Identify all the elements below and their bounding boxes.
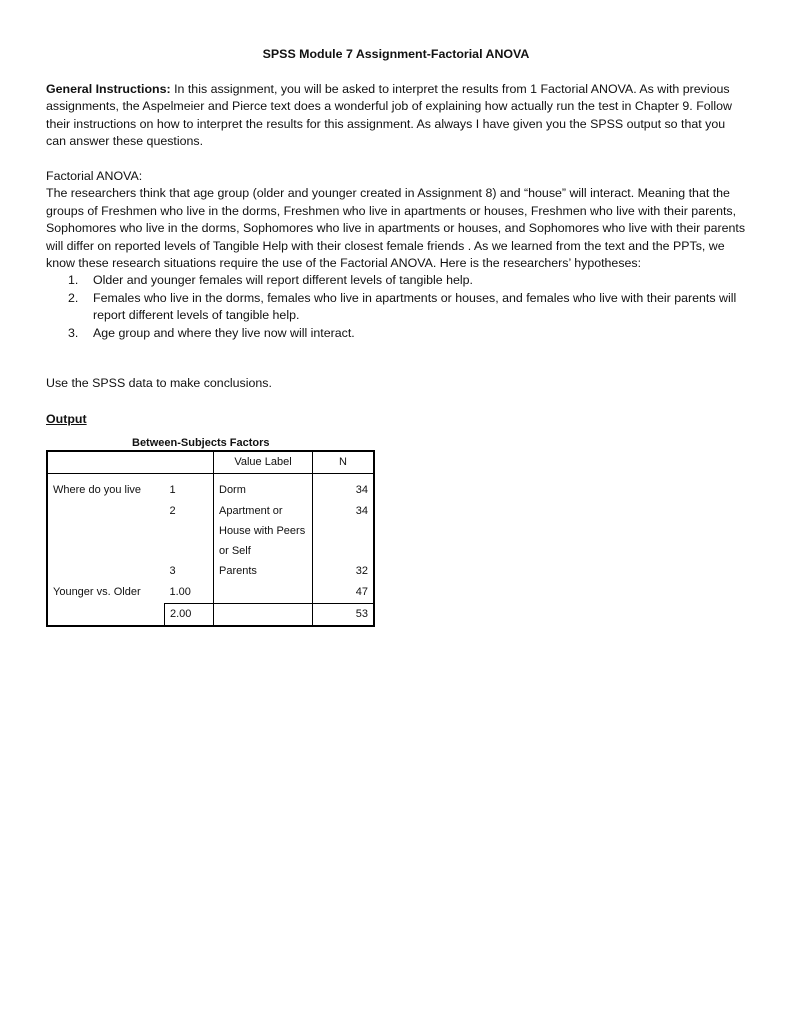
label-cell: Apartment or House with Peers or Self — [214, 501, 313, 561]
general-instructions-text: In this assignment, you will be asked to interpret the results from 1 Factorial ANOVA. As with previous assignments, the Aspelmeier and Pierce text does a wonderful job of explaining how actually run the test in Chapter 9. Follow their instructions on how to interpret the results for this assignment. As always I have given you the SPSS output so that you can answer these questions. — [46, 82, 732, 149]
label-cell — [214, 582, 313, 604]
header-empty-cell — [165, 451, 214, 474]
factor-cell — [47, 501, 165, 561]
hypothesis-number: 1. — [68, 273, 79, 288]
table-row — [47, 582, 374, 604]
table-header-row — [47, 451, 374, 474]
general-instructions — [46, 81, 746, 151]
label-cell — [214, 604, 313, 627]
hypotheses-list — [46, 272, 754, 342]
general-instructions-label: General Instructions: — [46, 82, 171, 96]
factorial-section — [46, 168, 754, 342]
table-row — [47, 561, 374, 582]
hypothesis-item — [46, 325, 754, 342]
hypothesis-text: Age group and where they live now will interact. — [93, 325, 355, 340]
table-title: Between-Subjects Factors — [132, 437, 270, 449]
label-cell: Parents — [214, 561, 313, 582]
level-cell: 1.00 — [169, 586, 191, 598]
level-cell: 2.00 — [165, 604, 214, 627]
n-cell: 53 — [313, 604, 375, 627]
factor-cell — [47, 561, 165, 582]
document-title: SPSS Module 7 Assignment-Factorial ANOVA — [262, 47, 530, 61]
header-value-label: Value Label — [214, 451, 313, 474]
factorial-heading: Factorial ANOVA: — [46, 169, 143, 183]
table-row — [47, 604, 374, 627]
use-data-instruction: Use the SPSS data to make conclusions. — [46, 376, 272, 390]
hypothesis-item — [46, 272, 754, 289]
table-row — [47, 501, 374, 561]
level-cell: 1 — [169, 484, 176, 496]
n-cell: 34 — [313, 501, 375, 561]
factor-cell: Where do you live — [53, 484, 142, 496]
factorial-text: The researchers think that age group (older and younger created in Assignment 8) and “house” will interact. Meaning that the groups of Freshmen who live in the dorms, Freshmen who live in apartments or houses, Freshmen who live with their parents, Sophomores who live in the dorms, Sophomores who live in apartments or houses, and Sophomores who live with their parents will differ on reported levels of Tangible Help with their closest female friends . As we learned from the text and the PPTs, we know these research situations require the use of the Factorial ANOVA. Here is the researchers’ hypotheses: — [46, 186, 746, 271]
header-empty-cell — [47, 451, 165, 474]
hypothesis-item — [46, 290, 754, 325]
label-cell: Dorm — [214, 474, 313, 502]
table-row — [47, 474, 374, 502]
hypothesis-text: Females who live in the dorms, females who live in apartments or houses, and females who live with their parents will report different levels of tangible help. — [93, 290, 737, 323]
hypothesis-number: 3. — [68, 325, 79, 340]
level-cell: 3 — [169, 565, 176, 577]
header-n: N — [313, 451, 375, 474]
n-cell: 34 — [313, 474, 375, 502]
level-cell: 2 — [169, 505, 176, 517]
factor-cell: Younger vs. Older — [53, 586, 141, 598]
factor-cell — [47, 604, 165, 627]
hypothesis-number: 2. — [68, 290, 79, 305]
between-subjects-factors-table — [46, 450, 375, 627]
output-heading: Output — [46, 412, 87, 426]
n-cell: 32 — [313, 561, 375, 582]
n-cell: 47 — [313, 582, 375, 604]
hypothesis-text: Older and younger females will report different levels of tangible help. — [93, 273, 473, 288]
